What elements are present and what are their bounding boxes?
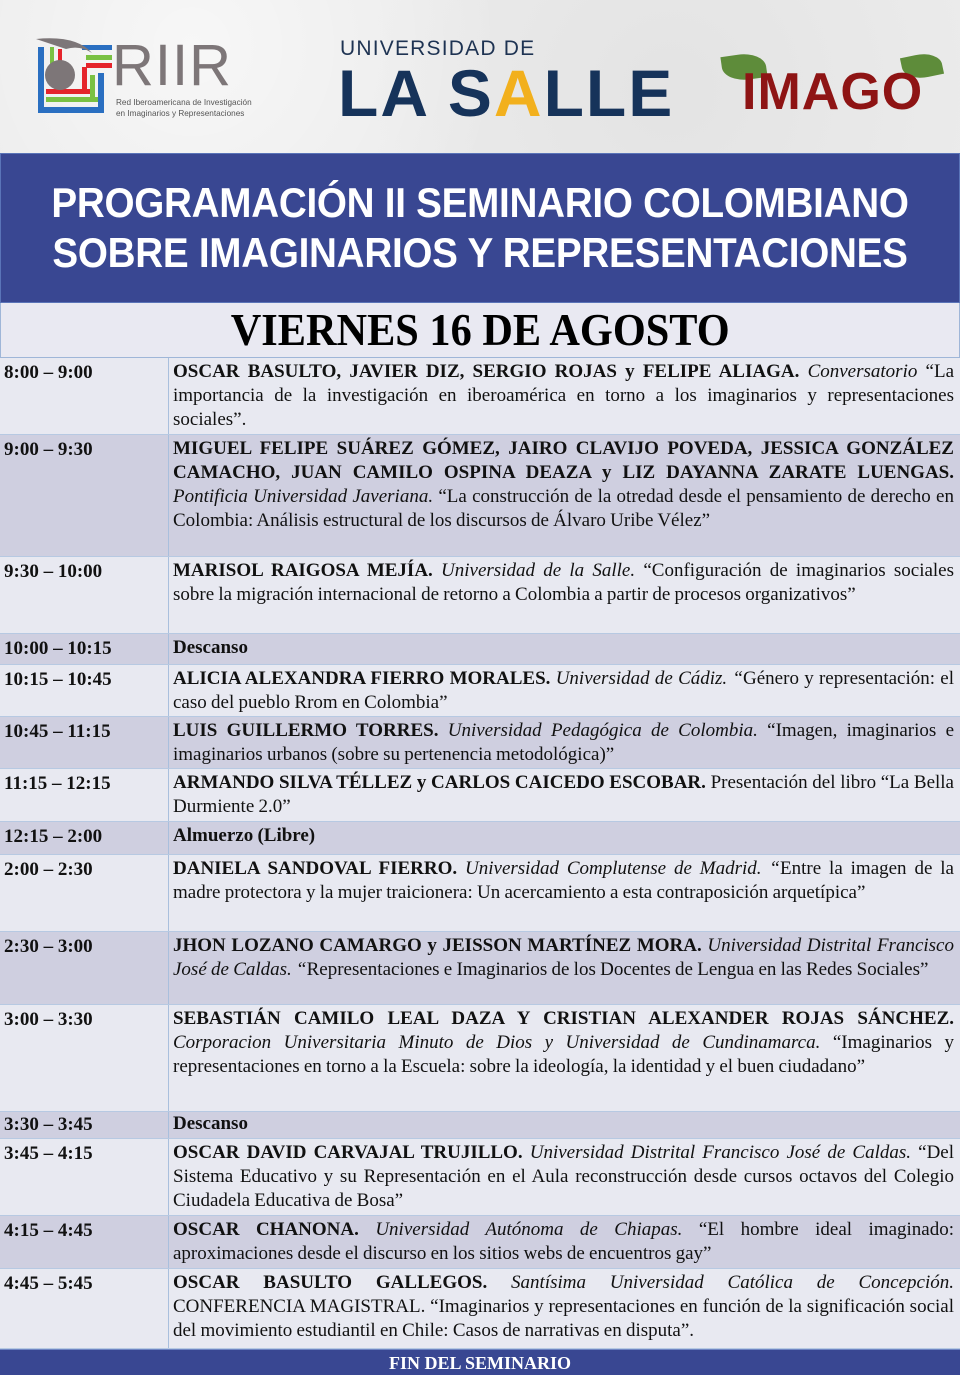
imago-wordmark: IMAGO xyxy=(742,63,924,121)
affiliation: Universidad Complutense de Madrid. “ xyxy=(465,858,780,879)
speakers: MIGUEL FELIPE SUÁREZ GÓMEZ, JAIRO CLAVIJO POVEDA, JESSICA GONZÁLEZ CAMACHO, JUAN CAMILO OSPINA DEAZA y LIZ DAYANNA ZARATE LUENGAS. xyxy=(173,438,954,483)
riir-wordmark: RIIR xyxy=(112,33,232,98)
time-cell: 8:00 – 9:00 xyxy=(0,358,169,434)
riir-subtitle xyxy=(116,97,252,119)
content-cell xyxy=(169,1112,960,1138)
content-cell xyxy=(169,1269,960,1348)
riir-logo xyxy=(36,33,266,123)
time-cell: 10:00 – 10:15 xyxy=(0,634,169,664)
break-label: Descanso xyxy=(173,1113,248,1134)
table-row xyxy=(0,717,960,769)
talk-title: “Imaginarios y representaciones en torno a la Escuela: sobre la ideología, la identidad y el buen ciudadano” xyxy=(173,1032,954,1077)
table-row xyxy=(0,769,960,822)
table-row xyxy=(0,1216,960,1269)
speakers: ALICIA ALEXANDRA FIERRO MORALES. xyxy=(173,668,551,689)
speakers: JHON LOZANO CAMARGO y JEISSON MARTÍNEZ MORA. xyxy=(173,935,702,956)
speakers: OSCAR BASULTO GALLEGOS. xyxy=(173,1272,488,1293)
content-cell xyxy=(169,717,960,768)
talk-title: “Del Sistema Educativo y su Representación en el Aula reconstrucción desde cursos octavos del Colegio Ciudadela Educativa de Bosa” xyxy=(173,1142,955,1211)
table-row xyxy=(0,665,960,717)
affiliation: Universidad Autónoma de Chiapas. xyxy=(375,1219,683,1240)
time-cell: 10:15 – 10:45 xyxy=(0,665,169,716)
table-row xyxy=(0,1269,960,1349)
page-title: PROGRAMACIÓN II SEMINARIO COLOMBIANO SOBRE IMAGINARIOS Y REPRESENTACIONES xyxy=(51,179,909,276)
table-row xyxy=(0,634,960,665)
table-row xyxy=(0,1005,960,1112)
affiliation: Conversatorio xyxy=(807,361,918,382)
affiliation: Universidad Distrital Francisco José de Caldas. xyxy=(529,1142,912,1163)
speakers: LUIS GUILLERMO TORRES. xyxy=(173,720,439,741)
table-row xyxy=(0,358,960,435)
affiliation: Universidad de Cádiz. “ xyxy=(555,668,744,689)
time-cell: 3:45 – 4:15 xyxy=(0,1139,169,1215)
content-cell xyxy=(169,1216,960,1268)
talk-title: Género y representación: el caso del pueblo Rrom en Colombia” xyxy=(173,668,955,713)
time-cell: 9:30 – 10:00 xyxy=(0,557,169,633)
lasalle-logo xyxy=(338,37,675,130)
talk-title: “La construcción de la otredad desde el pensamiento de derecho en Colombia: Análisis estructural de los discursos de Álvaro Uribe Vélez” xyxy=(173,486,954,531)
lasalle-top-text: UNIVERSIDAD DE xyxy=(340,37,536,60)
talk-title: CONFERENCIA MAGISTRAL. “Imaginarios y representaciones en función de la significación social del movimiento estudiantil en Chile: Casos de narrativas en disputa”. xyxy=(173,1296,954,1341)
riir-emblem-icon xyxy=(36,33,112,119)
imago-logo xyxy=(722,50,947,130)
content-cell xyxy=(169,855,960,931)
time-cell: 2:30 – 3:00 xyxy=(0,932,169,1004)
time-cell: 2:00 – 2:30 xyxy=(0,855,169,931)
talk-title: Representaciones e Imaginarios de los Docentes de Lengua en las Redes Sociales” xyxy=(306,959,929,980)
content-cell xyxy=(169,932,960,1004)
affiliation: Universidad de la Salle. xyxy=(441,560,636,581)
speakers: OSCAR BASULTO, JAVIER DIZ, SERGIO ROJAS y FELIPE ALIAGA. xyxy=(173,361,800,382)
speakers: OSCAR DAVID CARVAJAL TRUJILLO. xyxy=(173,1142,523,1163)
affiliation: Santísima Universidad Católica de Concepción. xyxy=(511,1272,955,1293)
lasalle-wordmark xyxy=(338,56,675,130)
speakers: OSCAR CHANONA. xyxy=(173,1219,359,1240)
time-cell: 4:15 – 4:45 xyxy=(0,1216,169,1268)
content-cell xyxy=(169,435,960,556)
date-heading-row xyxy=(0,303,960,358)
affiliation: Universidad Pedagógica de Colombia. xyxy=(447,720,758,741)
speakers: SEBASTIÁN CAMILO LEAL DAZA Y CRISTIAN ALEXANDER ROJAS SÁNCHEZ. xyxy=(173,1008,954,1029)
time-cell: 4:45 – 5:45 xyxy=(0,1269,169,1348)
content-cell xyxy=(169,1005,960,1111)
table-row xyxy=(0,557,960,634)
footer-text: FIN DEL SEMINARIO xyxy=(388,1352,572,1373)
time-cell: 11:15 – 12:15 xyxy=(0,769,169,821)
break-label: Almuerzo (Libre) xyxy=(173,825,316,846)
content-cell xyxy=(169,1139,960,1215)
time-cell: 10:45 – 11:15 xyxy=(0,717,169,768)
speakers: MARISOL RAIGOSA MEJÍA. xyxy=(173,560,433,581)
talk-title: “El hombre ideal imaginado: aproximaciones desde el discurso en los sitios webs de encuentros gay” xyxy=(173,1219,954,1264)
logo-header xyxy=(0,0,960,153)
lasalle-wordmark-post: LLE xyxy=(543,56,675,130)
time-cell: 9:00 – 9:30 xyxy=(0,435,169,556)
riir-subtitle-line2: en Imaginarios y Representaciones xyxy=(116,109,245,118)
date-heading: VIERNES 16 DE AGOSTO xyxy=(230,304,730,355)
lasalle-wordmark-pre: LA S xyxy=(338,56,494,130)
content-cell xyxy=(169,358,960,434)
talk-title: Entre la imagen de la madre protectora y la mujer traicionera: Un acercamiento a esta contraposición arquetípica” xyxy=(173,858,954,903)
table-row xyxy=(0,1112,960,1139)
lasalle-wordmark-gold-a: A xyxy=(493,56,544,130)
talk-title: Presentación del libro “La Bella Durmiente 2.0” xyxy=(173,772,954,817)
table-row xyxy=(0,435,960,557)
time-cell: 3:00 – 3:30 xyxy=(0,1005,169,1111)
talk-title: “Imagen, imaginarios e imaginarios urbanos (sobre su pertenencia metodológica)” xyxy=(173,720,955,765)
content-cell xyxy=(169,634,960,664)
talk-title: “La importancia de la investigación en iberoamérica en torno a los imaginarios y representaciones sociales”. xyxy=(173,361,955,430)
content-cell xyxy=(169,822,960,854)
break-label: Descanso xyxy=(173,637,248,658)
table-row xyxy=(0,855,960,932)
table-row xyxy=(0,822,960,855)
affiliation: Pontificia Universidad Javeriana. xyxy=(173,486,434,507)
time-cell: 12:15 – 2:00 xyxy=(0,822,169,854)
content-cell xyxy=(169,557,960,633)
content-cell xyxy=(169,769,960,821)
table-row xyxy=(0,1139,960,1216)
time-cell: 3:30 – 3:45 xyxy=(0,1112,169,1138)
riir-subtitle-line1: Red Iberoamericana de Investigación xyxy=(116,98,252,107)
affiliation: Corporacion Universitaria Minuto de Dios y Universidad de Cundinamarca. xyxy=(173,1032,821,1053)
title-banner xyxy=(0,153,960,303)
speakers: ARMANDO SILVA TÉLLEZ y CARLOS CAICEDO ESCOBAR. xyxy=(173,772,706,793)
talk-title: “Configuración de imaginarios sociales sobre la migración internacional de retorno a Colombia a partir de procesos organizativos” xyxy=(173,560,955,605)
affiliation: Universidad Distrital Francisco José de Caldas. “ xyxy=(173,935,954,980)
table-row xyxy=(0,932,960,1005)
content-cell xyxy=(169,665,960,716)
speakers: DANIELA SANDOVAL FIERRO. xyxy=(173,858,458,879)
footer-banner xyxy=(0,1349,960,1375)
